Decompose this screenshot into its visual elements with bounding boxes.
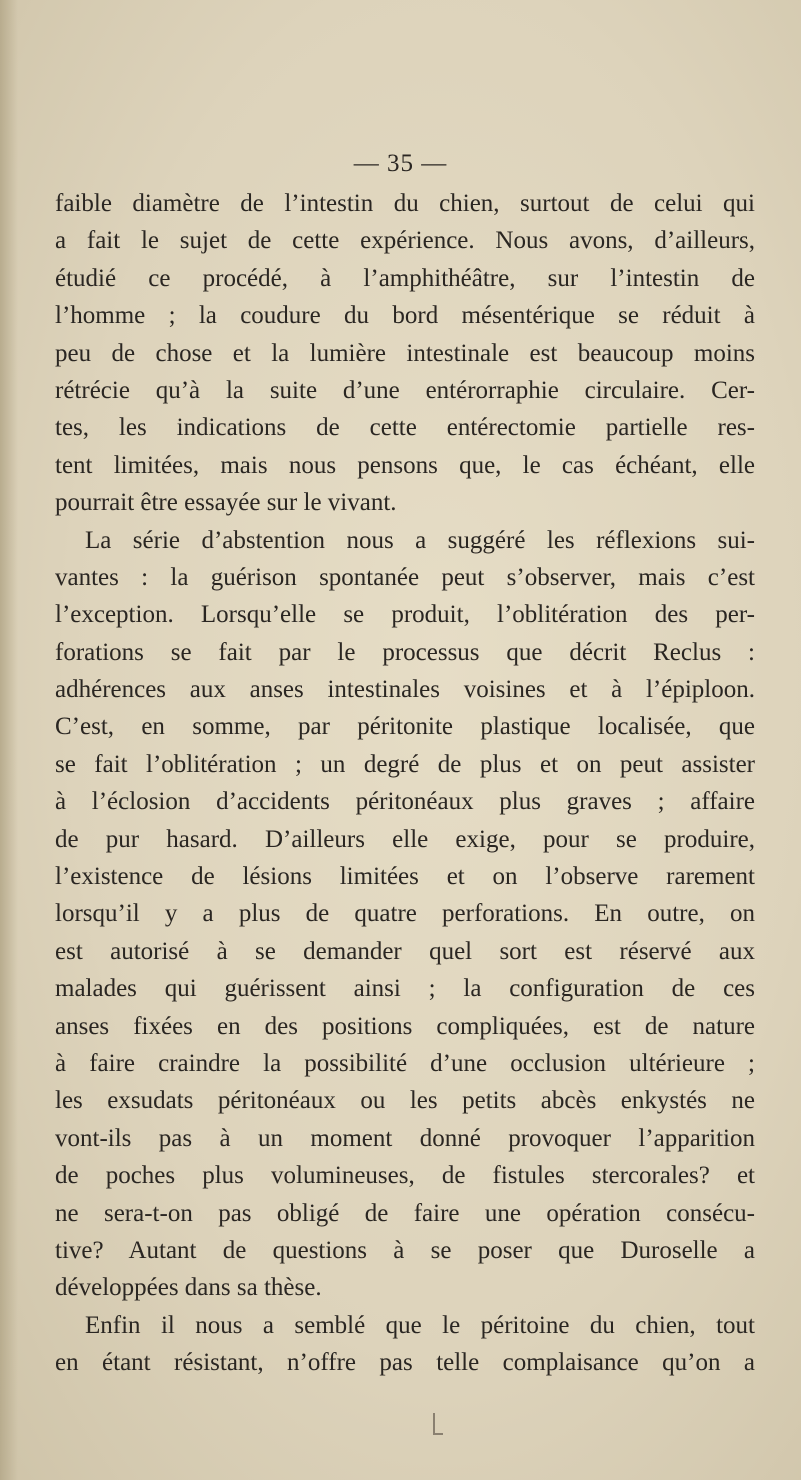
text-line: l’exception. Lorsqu’elle se produit, l’oblitération des per-	[55, 601, 755, 629]
text-line: a fait le sujet de cette expérience. Nous avons, d’ailleurs,	[55, 227, 755, 255]
text-line: malades qui guérissent ainsi ; la configuration de ces	[55, 975, 755, 1003]
text-line: adhérences aux anses intestinales voisines et à l’épiploon.	[55, 676, 755, 704]
text-line: rétrécie qu’à la suite d’une entérorraphie circulaire. Cer-	[55, 376, 755, 404]
text-line: tive? Autant de questions à se poser que Duroselle a	[55, 1236, 755, 1264]
text-line: étudié ce procédé, à l’amphithéâtre, sur l’intestin de	[55, 264, 755, 292]
printer-mark-foot	[433, 1433, 443, 1435]
text-line: se fait l’oblitération ; un degré de plus et on peut assister	[55, 750, 755, 778]
text-line: ne sera-t-on pas obligé de faire une opération consécu-	[55, 1199, 755, 1227]
text-line: les exsudats péritonéaux ou les petits abcès enkystés ne	[55, 1087, 755, 1115]
text-line: de pur hasard. D’ailleurs elle exige, pour se produire,	[55, 825, 755, 853]
paragraph-start: Enfin il nous a semblé que le péritoine du chien, tout	[85, 1311, 755, 1339]
text-line: anses fixées en des positions compliquées, est de nature	[55, 1012, 755, 1040]
text-line: vont-ils pas à un moment donné provoquer l’apparition	[55, 1124, 755, 1152]
text-line: à l’éclosion d’accidents péritonéaux plus graves ; affaire	[55, 788, 755, 816]
text-line: l’homme ; la coudure du bord mésentérique se réduit à	[55, 302, 755, 330]
text-line: l’existence de lésions limitées et on l’observe rarement	[55, 863, 755, 891]
text-line: C’est, en somme, par péritonite plastique localisée, que	[55, 713, 755, 741]
text-line: faible diamètre de l’intestin du chien, surtout de celui qui	[55, 190, 755, 217]
text-line: en étant résistant, n’offre pas telle complaisance qu’on a	[55, 1349, 755, 1377]
text-line: de poches plus volumineuses, de fistules stercorales? et	[55, 1162, 755, 1190]
text-line: lorsqu’il y a plus de quatre perforations. En outre, on	[55, 900, 755, 928]
text-line: forations se fait par le processus que décrit Reclus :	[55, 638, 755, 666]
paragraph-start: La série d’abstention nous a suggéré les réflexions sui-	[85, 526, 755, 554]
text-line: est autorisé à se demander quel sort est réservé aux	[55, 937, 755, 965]
text-line: peu de chose et la lumière intestinale est beaucoup moins	[55, 339, 755, 367]
text-line: développées dans sa thèse.	[55, 1274, 322, 1302]
text-line: tent limitées, mais nous pensons que, le cas échéant, elle	[55, 451, 755, 479]
body-text	[55, 185, 755, 1382]
page-edge-shadow	[0, 0, 18, 1480]
text-line: tes, les indications de cette entérectomie partielle res-	[55, 414, 755, 442]
page-number: — 35 —	[353, 150, 448, 177]
printer-mark	[433, 1413, 435, 1435]
text-line: à faire craindre la possibilité d’une occlusion ultérieure ;	[55, 1049, 755, 1077]
text-line: vantes : la guérison spontanée peut s’observer, mais c’est	[55, 563, 755, 591]
text-line: pourrait être essayée sur le vivant.	[55, 489, 397, 517]
